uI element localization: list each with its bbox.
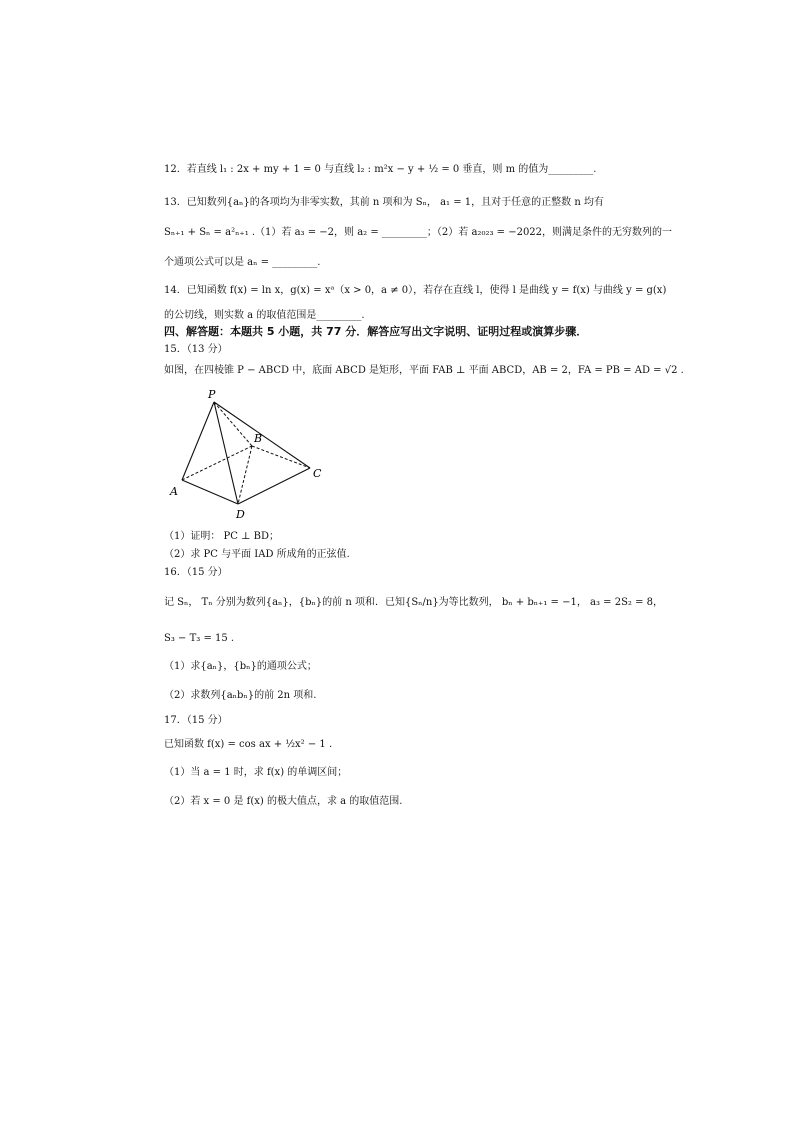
label-a: A <box>170 485 178 498</box>
question-17-part-1: （1）当 a = 1 时，求 f(x) 的单调区间； <box>164 767 348 778</box>
question-15-part-1: （1）证明： PC ⊥ BD； <box>164 531 280 542</box>
label-d: D <box>236 508 245 521</box>
question-16-stem-a: 记 Sₙ， Tₙ 分别为数列{aₙ}，{bₙ}的前 n 项和．已知{Sₙ/n}为等比数列， bₙ + bₙ₊₁ = −1， a₃ = 2S₂ = 8， <box>164 597 664 608</box>
question-13-line-3: 个通项公式可以是 aₙ = _________. <box>164 257 321 268</box>
pyramid-figure <box>160 388 340 523</box>
edge-pa <box>182 402 214 480</box>
question-17-stem: 已知函数 f(x) = cos ax + ½x² − 1 . <box>164 739 333 750</box>
diagonal-bd <box>238 446 252 504</box>
question-17-score: 17．（15 分） <box>164 715 228 726</box>
question-12: 12．若直线 l₁ : 2x + my + 1 = 0 与直线 l₂ : m²x − y + ½ = 0 垂直，则 m 的值为_________. <box>164 164 597 175</box>
question-15-stem: 如图，在四棱锥 P − ABCD 中，底面 ABCD 是矩形，平面 FAB ⊥ 平面 ABCD，AB = 2，FA = PB = AD = √2 . <box>164 365 684 376</box>
edge-pd <box>214 402 238 504</box>
label-c: C <box>313 467 322 480</box>
edge-dc <box>238 468 310 504</box>
question-16-score: 16．（15 分） <box>164 567 228 578</box>
question-16-stem-b: S₃ − T₃ = 15 . <box>164 633 235 644</box>
edge-ab <box>182 446 252 480</box>
label-b: B <box>254 432 263 445</box>
question-13-line-1: 13．已知数列{aₙ}的各项均为非零实数，其前 n 项和为 Sₙ， a₁ = 1，且对于任意的正整数 n 均有 <box>164 197 604 208</box>
question-17-part-2: （2）若 x = 0 是 f(x) 的极大值点，求 a 的取值范围. <box>164 796 403 807</box>
question-16-part-1: （1）求{aₙ}，{bₙ}的通项公式； <box>164 661 317 672</box>
section-4-heading: 四、解答题：本题共 5 小题，共 77 分．解答应写出文字说明、证明过程或演算步骤． <box>164 325 588 338</box>
question-13-line-2: Sₙ₊₁ + Sₙ = a²ₙ₊₁ .（1）若 a₃ = −2，则 a₂ = _________；（2）若 a₂₀₂₃ = −2022，则满足条件的无穷数列的一 <box>164 227 673 238</box>
question-15-part-2: （2）求 PC 与平面 IAD 所成角的正弦值. <box>164 549 350 560</box>
question-16-part-2: （2）求数列{aₙbₙ}的前 2n 项和. <box>164 690 317 701</box>
question-15-score: 15．（13 分） <box>164 344 228 355</box>
question-14-line-1: 14．已知函数 f(x) = ln x，g(x) = xᵃ（x > 0，a ≠ 0），若存在直线 l，使得 l 是曲线 y = f(x) 与曲线 y = g(x) <box>164 285 667 296</box>
edge-ad <box>182 480 238 504</box>
question-14-line-2: 的公切线，则实数 a 的取值范围是_________. <box>164 310 365 321</box>
label-p: P <box>208 388 216 401</box>
edge-bc <box>252 446 310 468</box>
